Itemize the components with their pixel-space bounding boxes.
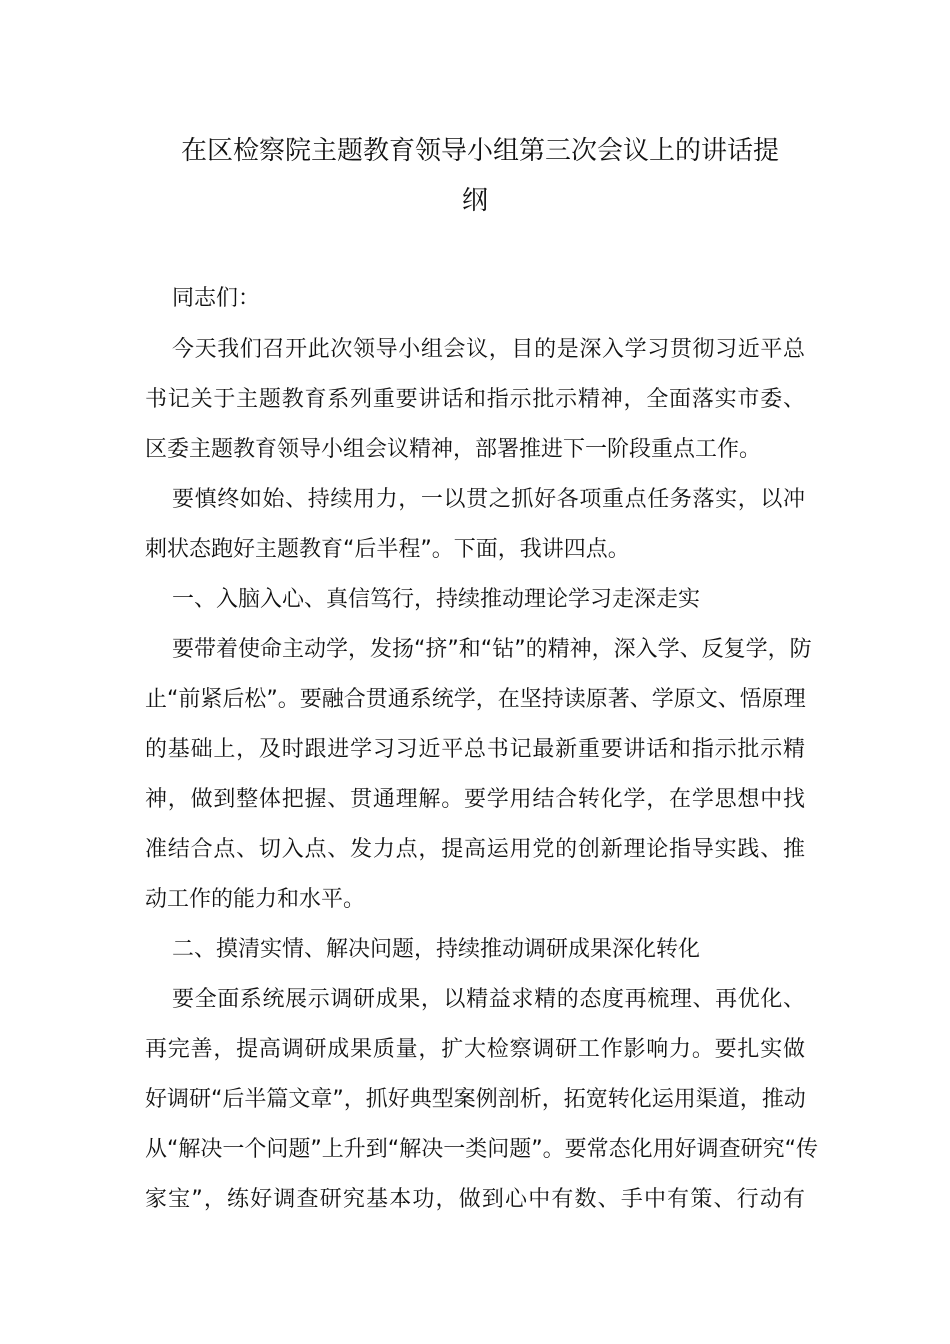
paragraph-line: 刺状态跑好主题教育“后半程”。下面，我讲四点。 <box>145 537 630 562</box>
salutation: 同志们： <box>172 286 261 311</box>
paragraph-line: 的基础上，及时跟进学习习近平总书记最新重要讲话和指示批示精 <box>145 737 805 762</box>
paragraph-line: 神，做到整体把握、贯通理解。要学用结合转化学，在学思想中找 <box>145 787 805 812</box>
paragraph-line: 今天我们召开此次领导小组会议，目的是深入学习贯彻习近平总 <box>172 337 805 362</box>
paragraph-line: 止“前紧后松”。要融合贯通系统学，在坚持读原著、学原文、悟原理 <box>145 687 806 712</box>
document-title-line-1: 在区检察院主题教育领导小组第三次会议上的讲话提 <box>180 136 779 166</box>
paragraph-line: 从“解决一个问题”上升到“解决一类问题”。要常态化用好调查研究“传 <box>145 1137 818 1162</box>
paragraph-line: 家宝”，练好调查研究基本功，做到心中有数、手中有策、行动有 <box>145 1187 805 1212</box>
paragraph-line: 准结合点、切入点、发力点，提高运用党的创新理论指导实践、推 <box>145 837 805 862</box>
paragraph-line: 要带着使命主动学，发扬“挤”和“钻”的精神，深入学、反复学，防 <box>172 637 812 662</box>
paragraph-line: 动工作的能力和水平。 <box>145 887 366 912</box>
paragraph-line: 书记关于主题教育系列重要讲话和指示批示精神，全面落实市委、 <box>145 387 805 412</box>
section-heading-1: 一、入脑入心、真信笃行，持续推动理论学习走深走实 <box>172 587 701 612</box>
paragraph-line: 再完善，提高调研成果质量，扩大检察调研工作影响力。要扎实做 <box>145 1037 805 1062</box>
section-heading-2: 二、摸清实情、解决问题，持续推动调研成果深化转化 <box>172 937 701 962</box>
document-title-line-2: 纲 <box>461 186 488 216</box>
paragraph-line: 要全面系统展示调研成果，以精益求精的态度再梳理、再优化、 <box>172 987 805 1012</box>
paragraph-line: 区委主题教育领导小组会议精神，部署推进下一阶段重点工作。 <box>145 437 762 462</box>
paragraph-line: 好调研“后半篇文章”，抓好典型案例剖析，拓宽转化运用渠道，推动 <box>145 1087 806 1112</box>
paragraph-line: 要慎终如始、持续用力，一以贯之抓好各项重点任务落实，以冲 <box>172 487 805 512</box>
